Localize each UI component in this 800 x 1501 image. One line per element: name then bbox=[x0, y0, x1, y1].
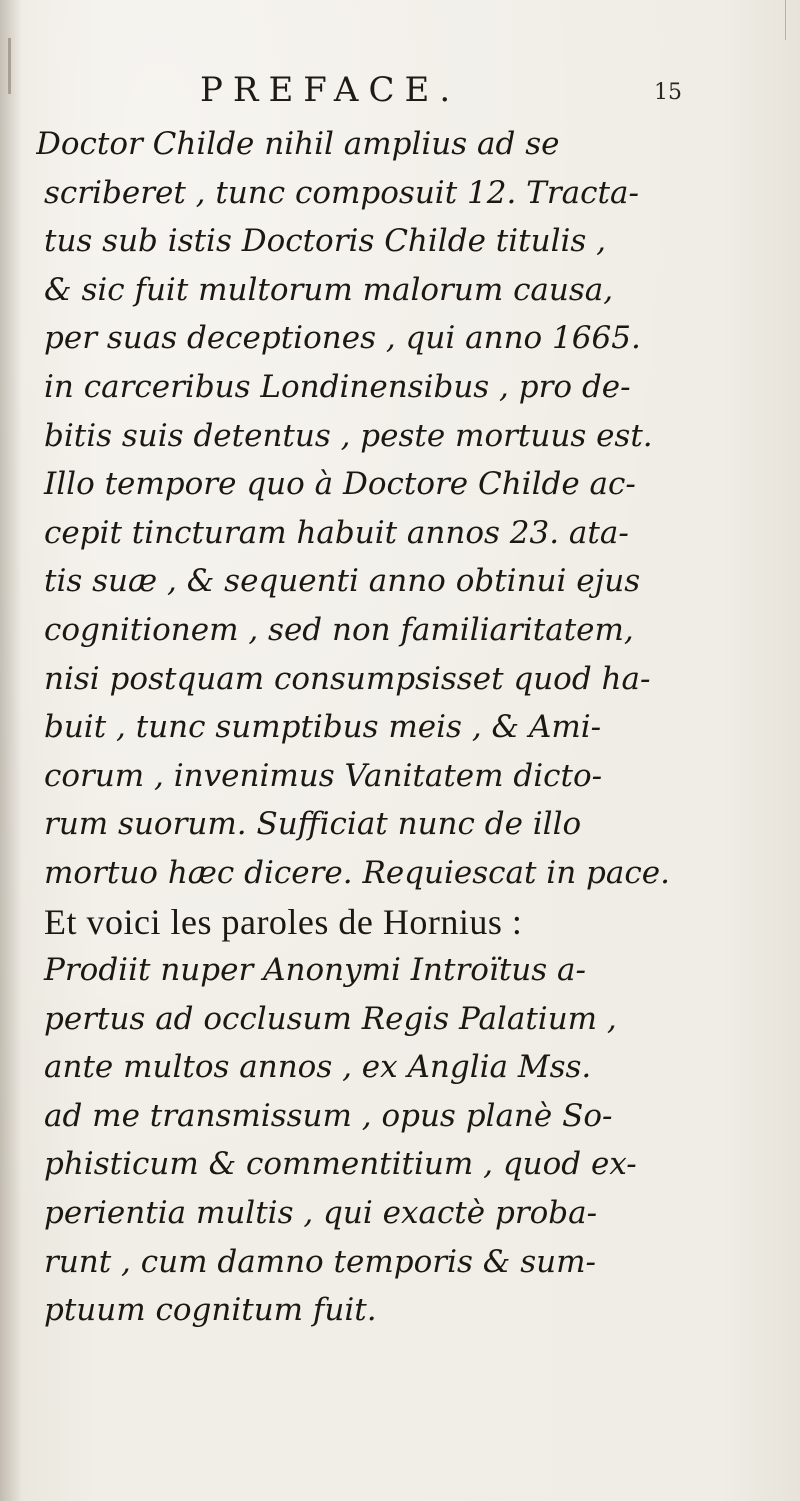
text-line: ante multos annos , ex Anglia Mss. bbox=[44, 1049, 592, 1086]
text-line: buit , tunc sumptibus meis , & Ami- bbox=[44, 709, 602, 746]
text-line: ptuum cognitum fuit. bbox=[44, 1292, 377, 1329]
text-line: per suas deceptiones , qui anno 1665. bbox=[44, 320, 641, 357]
margin-mark bbox=[8, 38, 11, 94]
running-header: PREFACE. bbox=[200, 70, 461, 110]
text-line: scriberet , tunc composuit 12. Tracta- bbox=[44, 174, 639, 211]
text-line: Et voici les paroles de Hornius : bbox=[44, 901, 523, 942]
edge-rule bbox=[785, 0, 786, 40]
text-line: Illo tempore quo à Doctore Childe ac- bbox=[44, 466, 636, 503]
text-line: ad me transmissum , opus planè So- bbox=[44, 1097, 613, 1134]
text-line: tus sub istis Doctoris Childe titulis , bbox=[44, 223, 607, 260]
text-line: perientia multis , qui exactè proba- bbox=[44, 1195, 598, 1232]
page-number: 15 bbox=[654, 80, 682, 105]
text-line: cepit tincturam habuit annos 23. ata- bbox=[44, 514, 629, 551]
text-line: runt , cum damno temporis & sum- bbox=[44, 1243, 596, 1280]
text-line: & sic fuit multorum malorum causa, bbox=[44, 271, 614, 308]
text-line: tis suæ , & sequenti anno obtinui ejus bbox=[44, 563, 641, 600]
text-line: Doctor Childe nihil amplius ad se bbox=[36, 126, 560, 162]
text-line: mortuo hæc dicere. Requiescat in pace. bbox=[44, 854, 670, 891]
body-text bbox=[36, 120, 766, 1335]
text-line: nisi postquam consumpsisset quod ha- bbox=[44, 660, 651, 697]
text-line: cognitionem , sed non familiaritatem, bbox=[44, 611, 634, 648]
text-line: bitis suis detentus , peste mortuus est. bbox=[44, 417, 653, 454]
text-line: Prodiit nuper Anonymi Introïtus a- bbox=[44, 952, 586, 989]
gutter-shadow bbox=[0, 0, 22, 1501]
text-line: corum , invenimus Vanitatem dicto- bbox=[44, 757, 603, 794]
text-line: phisticum & commentitium , quod ex- bbox=[44, 1146, 637, 1183]
text-line: pertus ad occlusum Regis Palatium , bbox=[44, 1000, 617, 1037]
text-line: rum suorum. Sufficiat nunc de illo bbox=[44, 806, 582, 843]
text-line: in carceribus Londinensibus , pro de- bbox=[44, 368, 631, 405]
